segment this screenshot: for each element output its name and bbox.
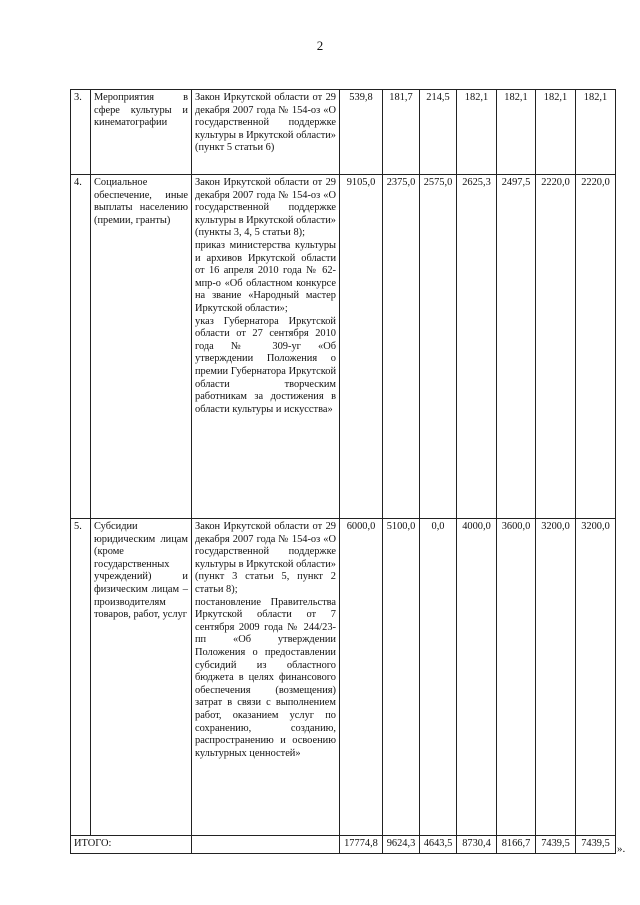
value-cell: 3200,0 [536, 519, 576, 836]
total-value-cell: 4643,5 [420, 836, 457, 854]
row-legal-basis [192, 175, 340, 519]
row-number: 3. [71, 90, 91, 175]
row-name: Социальное обеспечение, иные выплаты населению (премии, гранты) [91, 175, 192, 519]
value-cell: 2497,5 [497, 175, 536, 519]
total-row [71, 836, 616, 854]
closing-quote-mark [617, 843, 625, 855]
value-cell: 181,7 [383, 90, 420, 175]
value-cell: 5100,0 [383, 519, 420, 836]
total-value-cell: 17774,8 [340, 836, 383, 854]
legal-basis-item: Закон Иркутской области от 29 декабря 2007 года № 154-оз «О государственной поддержке культуры в Иркутской области» (пункт 3 статьи 5, пункт 2 статьи 8); [195, 521, 336, 595]
closing-mark-text: ». [617, 843, 626, 855]
value-cell: 3600,0 [497, 519, 536, 836]
value-cell: 6000,0 [340, 519, 383, 836]
row-name: Субсидии юридическим лицам (кроме государственных учреждений) и физическим лицам – производителям товаров, работ, услуг [91, 519, 192, 836]
total-value-cell: 9624,3 [383, 836, 420, 854]
total-value-cell: 8166,7 [497, 836, 536, 854]
legal-basis-item: приказ министерства культуры и архивов Иркутской области от 16 апреля 2010 года № 62-мпр-о «Об областном конкурсе на звание «Народный мастер Иркутской области»; [195, 239, 336, 314]
row-number: 5. [71, 519, 91, 836]
value-cell: 9105,0 [340, 175, 383, 519]
table-row [71, 175, 616, 519]
value-cell: 3200,0 [576, 519, 616, 836]
total-value-cell: 7439,5 [576, 836, 616, 854]
value-cell: 4000,0 [457, 519, 497, 836]
page-number: 2 [316, 38, 324, 53]
value-cell: 182,1 [497, 90, 536, 175]
value-cell: 2375,0 [383, 175, 420, 519]
legal-basis-item: постановление Правительства Иркутской области от 7 сентября 2009 года № 244/23-пп «Об утверждении Положения о предоставлении субсидий из областного бюджета в целях финансового обеспечения (возмещения) затрат в связи с выполнением работ, оказанием услуг по сохранению, созданию, распространению и освоению культурных ценностей» [195, 596, 336, 759]
legal-basis-item: Закон Иркутской области от 29 декабря 2007 года № 154-оз «О государственной поддержке культуры в Иркутской области» (пункты 3, 4, 5 статьи 8); [195, 177, 336, 239]
value-cell: 2575,0 [420, 175, 457, 519]
row-legal-basis [192, 519, 340, 836]
legal-basis-item: указ Губернатора Иркутской области от 27 сентября 2010 года № 309-уг «Об утверждении Положения о премии Губернатора Иркутской области творческим работникам за достижения в области культуры и искусства» [195, 315, 336, 415]
budget-table [70, 89, 616, 854]
total-empty-cell [192, 836, 340, 854]
row-legal-basis [192, 90, 340, 175]
table-row [71, 519, 616, 836]
value-cell: 2625,3 [457, 175, 497, 519]
value-cell: 2220,0 [576, 175, 616, 519]
total-label: ИТОГО: [71, 836, 192, 854]
legal-basis-item: Закон Иркутской области от 29 декабря 2007 года № 154-оз «О государственной поддержке культуры в Иркутской области» (пункт 5 статьи 6) [195, 92, 336, 154]
total-value-cell: 8730,4 [457, 836, 497, 854]
row-number: 4. [71, 175, 91, 519]
table-row [71, 90, 616, 175]
row-name: Мероприятия в сфере культуры и кинематографии [91, 90, 192, 175]
value-cell: 182,1 [457, 90, 497, 175]
value-cell: 182,1 [536, 90, 576, 175]
value-cell: 214,5 [420, 90, 457, 175]
total-value-cell: 7439,5 [536, 836, 576, 854]
value-cell: 0,0 [420, 519, 457, 836]
value-cell: 182,1 [576, 90, 616, 175]
value-cell: 2220,0 [536, 175, 576, 519]
value-cell: 539,8 [340, 90, 383, 175]
